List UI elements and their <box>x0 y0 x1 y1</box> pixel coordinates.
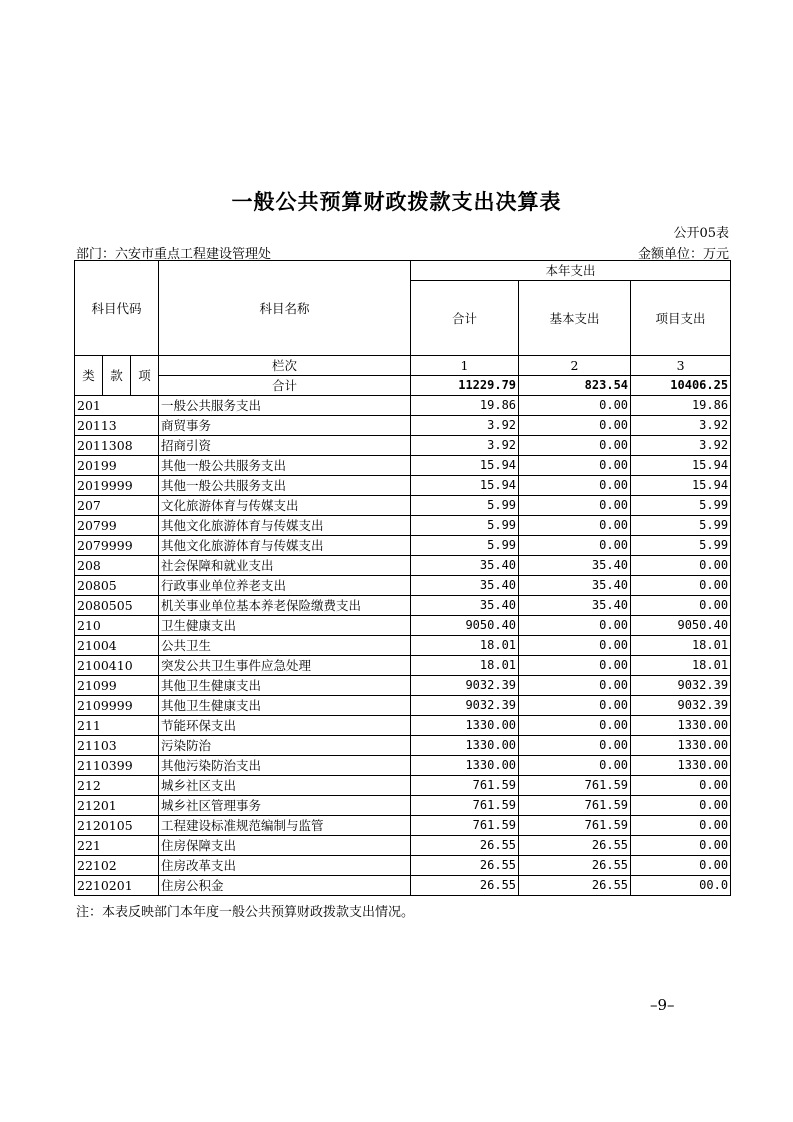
row-project: 5.99 <box>631 496 731 516</box>
row-project: 3.92 <box>631 416 731 436</box>
row-project: 15.94 <box>631 456 731 476</box>
row-basic: 0.00 <box>519 416 631 436</box>
row-project: 15.94 <box>631 476 731 496</box>
row-name: 招商引资 <box>159 436 411 456</box>
row-name: 节能环保支出 <box>159 716 411 736</box>
row-code: 201 <box>75 396 159 416</box>
row-code: 2110399 <box>75 756 159 776</box>
row-name: 城乡社区管理事务 <box>159 796 411 816</box>
row-code: 22102 <box>75 856 159 876</box>
row-name: 机关事业单位基本养老保险缴费支出 <box>159 596 411 616</box>
row-code: 21103 <box>75 736 159 756</box>
row-name: 其他文化旅游体育与传媒支出 <box>159 536 411 556</box>
row-total: 761.59 <box>411 816 519 836</box>
row-project: 18.01 <box>631 656 731 676</box>
table-row <box>75 596 731 616</box>
row-total: 35.40 <box>411 576 519 596</box>
row-project: 9032.39 <box>631 696 731 716</box>
row-basic: 0.00 <box>519 716 631 736</box>
sum-label: 合计 <box>159 376 411 396</box>
row-name: 行政事业单位养老支出 <box>159 576 411 596</box>
row-project: 0.00 <box>631 836 731 856</box>
row-basic: 26.55 <box>519 876 631 896</box>
row-basic: 0.00 <box>519 696 631 716</box>
row-code: 208 <box>75 556 159 576</box>
row-total: 3.92 <box>411 416 519 436</box>
row-name: 突发公共卫生事件应急处理 <box>159 656 411 676</box>
row-project: 0.00 <box>631 796 731 816</box>
row-total: 26.55 <box>411 856 519 876</box>
table-row <box>75 636 731 656</box>
table-code: 公开05表 <box>673 226 729 241</box>
col-no-2: 2 <box>519 356 631 376</box>
row-basic: 761.59 <box>519 776 631 796</box>
table-row <box>75 796 731 816</box>
row-basic: 0.00 <box>519 756 631 776</box>
row-code: 210 <box>75 616 159 636</box>
row-total: 1330.00 <box>411 756 519 776</box>
row-project: 00.0 <box>631 876 731 896</box>
sum-total: 11229.79 <box>411 376 519 396</box>
row-name: 污染防治 <box>159 736 411 756</box>
row-basic: 761.59 <box>519 816 631 836</box>
row-project: 3.92 <box>631 436 731 456</box>
row-basic: 0.00 <box>519 476 631 496</box>
row-code: 2019999 <box>75 476 159 496</box>
row-basic: 26.55 <box>519 836 631 856</box>
table-row <box>75 656 731 676</box>
row-project: 1330.00 <box>631 756 731 776</box>
page-title: 一般公共预算财政拨款支出决算表 <box>231 190 562 214</box>
row-basic: 0.00 <box>519 616 631 636</box>
footnote: 注：本表反映部门本年度一般公共预算财政拨款支出情况。 <box>76 905 415 920</box>
row-total: 9032.39 <box>411 696 519 716</box>
department-label: 部门：六安市重点工程建设管理处 <box>76 247 272 262</box>
row-basic: 0.00 <box>519 656 631 676</box>
row-name: 住房保障支出 <box>159 836 411 856</box>
row-project: 5.99 <box>631 516 731 536</box>
row-project: 9032.39 <box>631 676 731 696</box>
header-project: 项目支出 <box>631 281 731 356</box>
row-code: 2109999 <box>75 696 159 716</box>
row-basic: 26.55 <box>519 856 631 876</box>
row-basic: 0.00 <box>519 536 631 556</box>
row-name: 卫生健康支出 <box>159 616 411 636</box>
row-total: 18.01 <box>411 656 519 676</box>
table-row <box>75 576 731 596</box>
row-total: 15.94 <box>411 476 519 496</box>
sum-project: 10406.25 <box>631 376 731 396</box>
row-name: 其他卫生健康支出 <box>159 696 411 716</box>
table-row <box>75 616 731 636</box>
row-name: 其他一般公共服务支出 <box>159 456 411 476</box>
table-row <box>75 856 731 876</box>
table-row <box>75 516 731 536</box>
row-total: 5.99 <box>411 536 519 556</box>
header-basic: 基本支出 <box>519 281 631 356</box>
row-project: 0.00 <box>631 856 731 876</box>
col-no-1: 1 <box>411 356 519 376</box>
header-col-no: 栏次 <box>159 356 411 376</box>
row-code: 21099 <box>75 676 159 696</box>
header-class: 类 <box>75 356 103 396</box>
row-total: 35.40 <box>411 596 519 616</box>
header-subject-name: 科目名称 <box>159 261 411 356</box>
header-total: 合计 <box>411 281 519 356</box>
row-project: 0.00 <box>631 776 731 796</box>
row-project: 0.00 <box>631 576 731 596</box>
row-project: 18.01 <box>631 636 731 656</box>
header-subject-code: 科目代码 <box>75 261 159 356</box>
row-total: 1330.00 <box>411 736 519 756</box>
row-basic: 0.00 <box>519 436 631 456</box>
table-row <box>75 676 731 696</box>
row-basic: 0.00 <box>519 396 631 416</box>
row-total: 761.59 <box>411 796 519 816</box>
row-total: 18.01 <box>411 636 519 656</box>
row-project: 5.99 <box>631 536 731 556</box>
row-total: 1330.00 <box>411 716 519 736</box>
row-basic: 0.00 <box>519 496 631 516</box>
row-code: 21201 <box>75 796 159 816</box>
table-row <box>75 756 731 776</box>
row-total: 5.99 <box>411 496 519 516</box>
row-code: 212 <box>75 776 159 796</box>
header-item: 项 <box>131 356 159 396</box>
row-name: 其他文化旅游体育与传媒支出 <box>159 516 411 536</box>
header-current-year: 本年支出 <box>411 261 731 281</box>
row-basic: 0.00 <box>519 516 631 536</box>
row-name: 工程建设标准规范编制与监管 <box>159 816 411 836</box>
table-row <box>75 736 731 756</box>
row-project: 1330.00 <box>631 736 731 756</box>
row-basic: 0.00 <box>519 636 631 656</box>
row-name: 一般公共服务支出 <box>159 396 411 416</box>
row-total: 19.86 <box>411 396 519 416</box>
row-basic: 35.40 <box>519 556 631 576</box>
row-total: 761.59 <box>411 776 519 796</box>
table-row <box>75 836 731 856</box>
row-name: 住房公积金 <box>159 876 411 896</box>
row-total: 9050.40 <box>411 616 519 636</box>
row-code: 207 <box>75 496 159 516</box>
page-number: –9– <box>650 996 675 1014</box>
row-code: 20805 <box>75 576 159 596</box>
row-name: 住房改革支出 <box>159 856 411 876</box>
row-project: 0.00 <box>631 816 731 836</box>
row-name: 其他一般公共服务支出 <box>159 476 411 496</box>
row-code: 20799 <box>75 516 159 536</box>
row-code: 2080505 <box>75 596 159 616</box>
table-row <box>75 876 731 896</box>
row-code: 2120105 <box>75 816 159 836</box>
row-name: 其他污染防治支出 <box>159 756 411 776</box>
row-basic: 0.00 <box>519 676 631 696</box>
row-code: 221 <box>75 836 159 856</box>
row-total: 5.99 <box>411 516 519 536</box>
row-basic: 0.00 <box>519 456 631 476</box>
row-basic: 0.00 <box>519 736 631 756</box>
unit-label: 金额单位：万元 <box>637 247 729 262</box>
row-basic: 35.40 <box>519 596 631 616</box>
row-code: 2079999 <box>75 536 159 556</box>
table-row <box>75 436 731 456</box>
row-name: 文化旅游体育与传媒支出 <box>159 496 411 516</box>
row-code: 2011308 <box>75 436 159 456</box>
row-name: 公共卫生 <box>159 636 411 656</box>
table-row <box>75 496 731 516</box>
row-project: 0.00 <box>631 596 731 616</box>
row-code: 211 <box>75 716 159 736</box>
row-code: 20199 <box>75 456 159 476</box>
row-total: 3.92 <box>411 436 519 456</box>
table-row <box>75 396 731 416</box>
row-project: 0.00 <box>631 556 731 576</box>
row-code: 2210201 <box>75 876 159 896</box>
row-basic: 761.59 <box>519 796 631 816</box>
table-row <box>75 476 731 496</box>
header-section: 款 <box>103 356 131 396</box>
row-code: 21004 <box>75 636 159 656</box>
table-row <box>75 556 731 576</box>
expenditure-table <box>74 260 731 896</box>
table-row <box>75 416 731 436</box>
row-basic: 35.40 <box>519 576 631 596</box>
row-project: 1330.00 <box>631 716 731 736</box>
sum-basic: 823.54 <box>519 376 631 396</box>
row-name: 其他卫生健康支出 <box>159 676 411 696</box>
row-name: 城乡社区支出 <box>159 776 411 796</box>
row-name: 社会保障和就业支出 <box>159 556 411 576</box>
table-row <box>75 776 731 796</box>
row-total: 26.55 <box>411 836 519 856</box>
row-total: 15.94 <box>411 456 519 476</box>
row-project: 9050.40 <box>631 616 731 636</box>
table-row <box>75 536 731 556</box>
row-code: 20113 <box>75 416 159 436</box>
row-name: 商贸事务 <box>159 416 411 436</box>
col-no-3: 3 <box>631 356 731 376</box>
row-code: 2100410 <box>75 656 159 676</box>
row-total: 35.40 <box>411 556 519 576</box>
table-row <box>75 696 731 716</box>
table-row <box>75 816 731 836</box>
row-total: 9032.39 <box>411 676 519 696</box>
table-row <box>75 456 731 476</box>
table-row <box>75 716 731 736</box>
row-total: 26.55 <box>411 876 519 896</box>
row-project: 19.86 <box>631 396 731 416</box>
